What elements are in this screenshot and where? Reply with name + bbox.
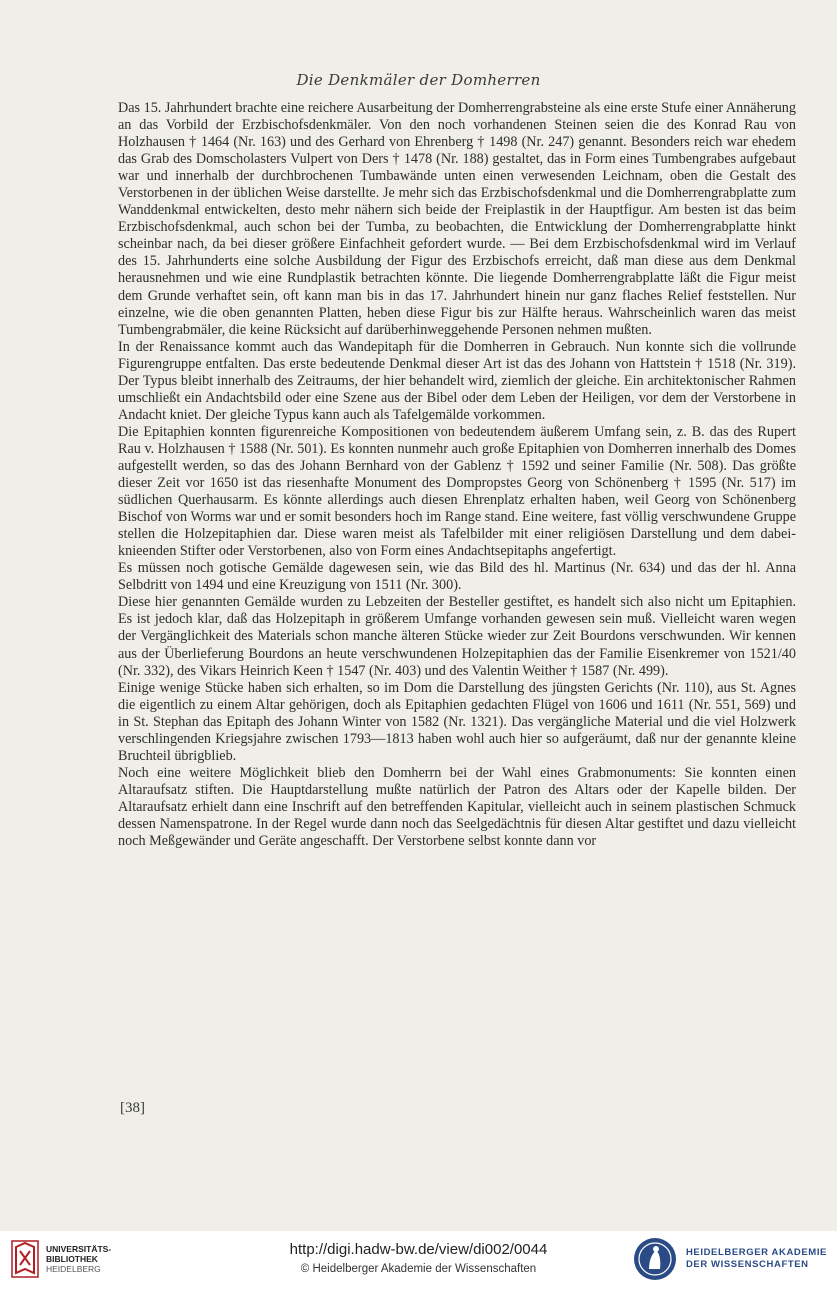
paragraph: Es müssen noch gotische Gemälde dagewesen sein, wie das Bild des hl. Martinus (Nr. 634) und das der hl. Anna Selbdritt von 1494 und eine Kreuzigung von 1511 (Nr. 300). bbox=[118, 560, 796, 594]
library-name-line1: UNIVERSITÄTS- bbox=[46, 1244, 112, 1254]
academy-name-line1: HEIDELBERGER AKADEMIE bbox=[685, 1247, 827, 1258]
paragraph: Das 15. Jahrhundert brachte eine reichere Ausarbeitung der Domherrengrabsteine als eine erste Stufe einer Annäherung an das Vorbild der Erzbischofsdenkmäler. Von den noch vorhandenen Steinen seien die des Konrad Rau von Holzhausen † 1464 (Nr. 163) und des Gerhard von Ehrenberg † 1498 (Nr. 247) genannt. Besonders reich war ehedem das Grab des Domscholasters Vulpert von Ders † 1478 (Nr. 188) gestaltet, das in Form eines Tumbengrabes aufgebaut war und innerhalb der durchbrochenen Tumbawände unten einen verwesenden Leichnam, oben die Gestalt des Verstorbenen in der üblichen Weise darstellte. Je mehr sich das Erzbischofsdenkmal und die Domherrengrabplatte zum Wanddenkmal entwickelten, desto mehr nähern sich beide der Freiplastik in der Hauptfigur. Am besten ist das beim Erzbischofsdenkmal, auch schon bei der Tumba, zu beobachten, die Entwicklung der Domherrengrabplatte hinkt scheinbar nach, da bei dieser größere Einfachheit gefordert wurde. — Bei dem Erzbischofsdenkmal wird im Verlauf des 15. Jahrhunderts eine solche Ausbildung der Figur des Erzbischofs erreicht, daß man diese aus dem Denkmal herausnehmen und wie eine Rundplastik betrachten könnte. Die liegende Domherrengrabplatte läßt die Figur meist dem Grunde verhaftet sein, oft kann man bis in das 17. Jahrhundert hinein nur ganz flaches Relief feststellen. Nur einzelne, wie die oben genannten Platten, heben diese Figur bis zur Hälfte heraus. Wahrscheinlich waren das meist Tumbengrabmäler, die keine Rücksicht auf darüberhinweggehende Personen nehmen mußten. bbox=[118, 100, 796, 338]
footer bbox=[0, 1231, 837, 1289]
paragraph: Noch eine weitere Möglichkeit blieb den Domherrn bei der Wahl eines Grabmonuments: Sie konnten einen Altaraufsatz stiften. Die Hauptdarstellung mußte natürlich der Patron des Altars oder der Kapelle bilden. Der Altaraufsatz erhielt dann eine Inschrift auf den betreffenden Kapitular, vielleicht auch in seinem plastischen Schmuck dessen Namenspatrone. In der Regel wurde dann noch das Seelgedächtnis für diesen Altar gestiftet und dazu vielleicht noch Meßgewänder und Geräte angeschafft. Der Verstorbene selbst konnte dann vor bbox=[118, 764, 796, 850]
academy-seal-icon bbox=[632, 1236, 678, 1282]
paragraph: Einige wenige Stücke haben sich erhalten, so im Dom die Darstellung des jüngsten Gerichts (Nr. 110), aus St. Agnes die eigentlich zu einem Altar gehörigen, doch als Epitaphien gedachten Flügel von 1606 und 1611 (Nr. 551, 569) und in St. Stephan das Epitaph des Johann Winter von 1582 (Nr. 1321). Das vergängliche Material und die viel Holzwerk verschlingenden Kriegsjahre zwischen 1793—1813 haben wohl auch hier so aufgeräumt, daß nur der genannte kleine Bruchteil übrigblieb. bbox=[118, 679, 796, 764]
body-text bbox=[118, 100, 796, 850]
academy-name-line2: DER WISSENSCHAFTEN bbox=[685, 1259, 809, 1270]
page-number: [38] bbox=[120, 1100, 145, 1116]
paragraph: In der Renaissance kommt auch das Wandepitaph für die Domherren in Gebrauch. Nun konnte sich die vollrunde Figurengruppe entfalten. Das erste bedeutende Denkmal dieser Art ist das des Johann von Hattstein † 1518 (Nr. 319). Der Typus bleibt innerhalb des Zeitraums, der hier behandelt wird, ziemlich der gleiche. Ein architektonischer Rahmen umschließt ein Andachtsbild oder eine Szene aus der Bibel oder dem Leben der Heiligen, vor dem der Verstorbene in Andacht kniet. Der gleiche Typus kann auch als Tafelgemälde vorkommen. bbox=[118, 338, 796, 423]
library-name-line2: BIBLIOTHEK bbox=[46, 1254, 98, 1264]
library-name-line3: HEIDELBERG bbox=[46, 1264, 101, 1274]
paragraph: Diese hier genannten Gemälde wurden zu Lebzeiten der Besteller gestiftet, es handelt sich also nicht um Epitaphien. Es ist jedoch klar, daß das Holzepitaph in größerem Umfange vorhanden gewesen sein muß. Vielleicht waren wegen der Vergänglichkeit des Materials schon manche älteren Stücke wieder zur Zeit Bourdons verschwunden. Wir kennen aus der Überlieferung Bourdons an heute verschwundenen Holzepitaphien das der Familie Eisenkremer von 1521/40 (Nr. 332), des Vikars Heinrich Keen † 1547 (Nr. 403) und des Valentin Weither † 1587 (Nr. 499). bbox=[118, 594, 796, 679]
academy-logo[interactable] bbox=[632, 1236, 827, 1282]
copyright-notice: © Heidelberger Akademie der Wissenschaften bbox=[300, 1263, 537, 1275]
running-head: Die Denkmäler der Domherren bbox=[296, 71, 541, 89]
permalink-url[interactable]: http://digi.hadw-bw.de/view/di002/0044 bbox=[289, 1241, 548, 1258]
paragraph: Die Epitaphien konnten figurenreiche Kompositionen von bedeutendem äußerem Umfang sein, z. B. das des Rupert Rau v. Holzhausen † 1588 (Nr. 501). Es konnten nunmehr auch große Epitaphien von Domherren innerhalb des Domes aufgestellt werden, so das des Johann Bernhard von der Gablenz † 1592 und seiner Familie (Nr. 508). Das größte dieser Zeit vor 1650 ist das riesenhafte Monument des Dompropstes Georg von Schönenberg † 1595 (Nr. 517) im südlichen Querhausarm. Es könnte allerdings auch diesen Ehrenplatz erhalten haben, weil Georg von Schönenberg Bischof von Worms war und er somit besonders hoch im Range stand. Eine weitere, fast völlig verschwundene Gruppe stellen die Holzepitaphien dar. Diese waren meist als Tafelbilder mit einer religiösen Darstellung und dem dabei-knieenden Stifter oder Verstorbenen, also von Form eines Andachtsepitaphs angefertigt. bbox=[118, 423, 796, 560]
